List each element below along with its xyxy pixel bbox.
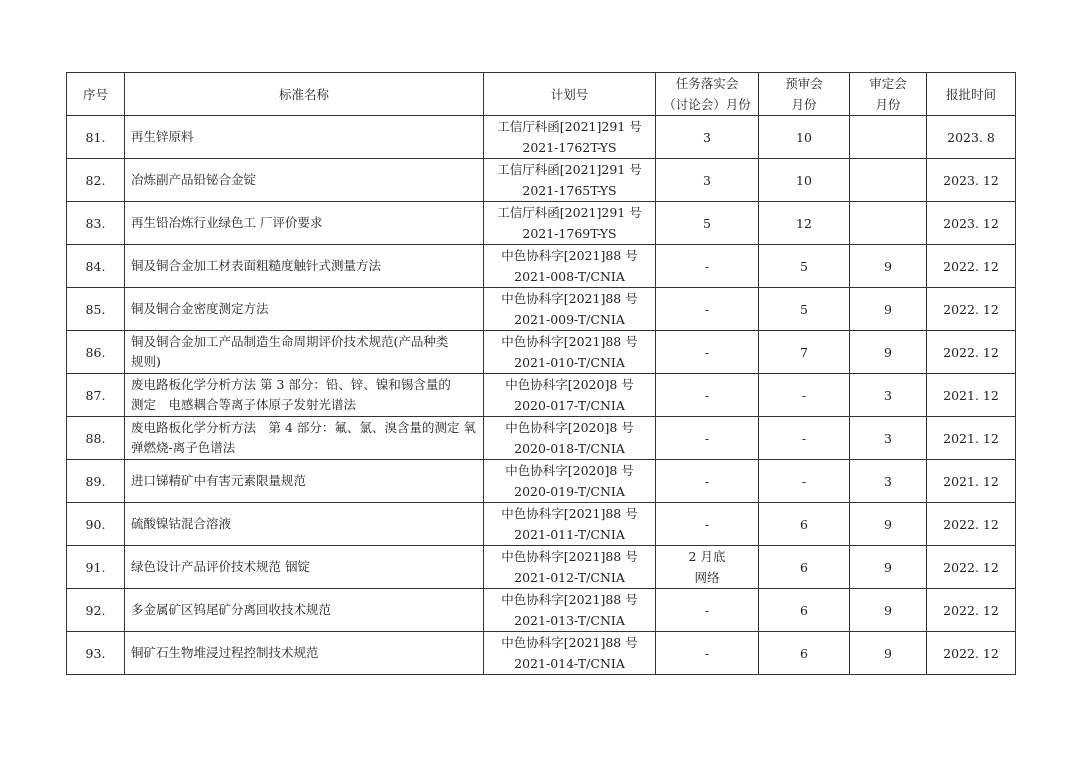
row-plan-number — [484, 331, 656, 374]
row-final-review-month — [850, 202, 927, 245]
standard-name-line: 再生铅冶炼行业绿色工 厂评价要求 — [131, 215, 323, 230]
table-row — [67, 202, 1016, 245]
task-meeting-value: - — [704, 602, 710, 618]
row-pre-review-month: 10 — [759, 116, 850, 159]
plan-document-number: 中色协科字[2021]88 号 — [501, 635, 638, 650]
plan-document-number: 中色协科字[2020]8 号 — [505, 463, 634, 478]
plan-project-code: 2021-008-T/CNIA — [514, 269, 625, 284]
row-task-meeting-month — [656, 374, 759, 417]
row-final-review-month: 9 — [850, 589, 927, 632]
header-task-line1: 任务落实会 — [675, 76, 739, 91]
row-standard-name — [125, 632, 484, 675]
row-report-time: 2021. 12 — [927, 460, 1016, 503]
plan-document-number: 中色协科字[2020]8 号 — [505, 420, 634, 435]
standard-name-line: 硫酸镍钴混合溶液 — [131, 516, 232, 531]
table-row — [67, 546, 1016, 589]
row-standard-name — [125, 159, 484, 202]
plan-project-code: 2020-018-T/CNIA — [514, 441, 625, 456]
row-task-meeting-month — [656, 546, 759, 589]
standard-name-line: 测定 电感耦合等离子体原子发射光谱法 — [131, 397, 357, 412]
row-standard-name — [125, 288, 484, 331]
row-seq: 81. — [67, 116, 125, 159]
header-pre-line1: 预审会 — [785, 76, 823, 91]
row-standard-name — [125, 245, 484, 288]
plan-document-number: 中色协科字[2021]88 号 — [501, 592, 638, 607]
row-report-time: 2022. 12 — [927, 331, 1016, 374]
row-pre-review-month: 6 — [759, 546, 850, 589]
row-task-meeting-month — [656, 632, 759, 675]
table-row — [67, 460, 1016, 503]
row-report-time: 2022. 12 — [927, 288, 1016, 331]
standard-name-line: 规则) — [131, 354, 161, 369]
row-standard-name — [125, 331, 484, 374]
row-pre-review-month: 10 — [759, 159, 850, 202]
standard-name-line: 铜及铜合金密度测定方法 — [131, 301, 269, 316]
task-meeting-value: 网络 — [694, 570, 720, 585]
header-plan: 计划号 — [484, 73, 656, 116]
standard-name-line: 铜及铜合金加工材表面粗糙度触针式测量方法 — [131, 258, 382, 273]
row-standard-name — [125, 202, 484, 245]
table-row — [67, 331, 1016, 374]
standard-name-line: 铜及铜合金加工产品制造生命周期评价技术规范(产品种类 — [131, 334, 449, 349]
table-row — [67, 589, 1016, 632]
header-seq: 序号 — [67, 73, 125, 116]
row-report-time: 2022. 12 — [927, 503, 1016, 546]
row-standard-name — [125, 417, 484, 460]
row-report-time: 2021. 12 — [927, 374, 1016, 417]
table-row — [67, 116, 1016, 159]
row-final-review-month: 9 — [850, 288, 927, 331]
table-row — [67, 288, 1016, 331]
header-task-line2: （讨论会）月份 — [663, 97, 751, 112]
plan-document-number: 工信厅科函[2021]291 号 — [497, 205, 642, 220]
row-seq: 83. — [67, 202, 125, 245]
row-report-time: 2022. 12 — [927, 546, 1016, 589]
row-standard-name — [125, 460, 484, 503]
standard-name-line: 弹燃烧-离子色谱法 — [131, 440, 236, 455]
header-task-meeting — [656, 73, 759, 116]
header-pre-review — [759, 73, 850, 116]
row-pre-review-month: 7 — [759, 331, 850, 374]
row-report-time: 2023. 12 — [927, 159, 1016, 202]
row-pre-review-month: 5 — [759, 288, 850, 331]
header-report-time: 报批时间 — [927, 73, 1016, 116]
row-pre-review-month: - — [759, 460, 850, 503]
row-plan-number — [484, 632, 656, 675]
standard-name-line: 废电路板化学分析方法 第 3 部分：铅、锌、镍和锡含量的 — [131, 377, 451, 392]
row-seq: 93. — [67, 632, 125, 675]
row-plan-number — [484, 374, 656, 417]
row-seq: 84. — [67, 245, 125, 288]
row-pre-review-month: 5 — [759, 245, 850, 288]
row-plan-number — [484, 202, 656, 245]
standard-name-line: 多金属矿区钨尾矿分离回收技术规范 — [131, 602, 332, 617]
row-seq: 87. — [67, 374, 125, 417]
row-task-meeting-month — [656, 460, 759, 503]
row-report-time: 2022. 12 — [927, 245, 1016, 288]
plan-project-code: 2021-009-T/CNIA — [514, 312, 625, 327]
task-meeting-value: - — [704, 645, 710, 661]
row-seq: 91. — [67, 546, 125, 589]
row-standard-name — [125, 116, 484, 159]
row-task-meeting-month — [656, 245, 759, 288]
task-meeting-value: 3 — [703, 129, 711, 145]
plan-document-number: 中色协科字[2021]88 号 — [501, 549, 638, 564]
row-plan-number — [484, 417, 656, 460]
header-final-line1: 审定会 — [869, 76, 907, 91]
row-plan-number — [484, 288, 656, 331]
standard-name-line: 铜矿石生物堆浸过程控制技术规范 — [131, 645, 319, 660]
row-standard-name — [125, 589, 484, 632]
task-meeting-value: 5 — [703, 215, 711, 231]
task-meeting-value: - — [704, 301, 710, 317]
row-seq: 90. — [67, 503, 125, 546]
plan-project-code: 2021-1762T-YS — [522, 140, 617, 155]
plan-project-code: 2021-013-T/CNIA — [514, 613, 625, 628]
standard-name-line: 再生锌原料 — [131, 129, 194, 144]
row-task-meeting-month — [656, 116, 759, 159]
plan-project-code: 2020-017-T/CNIA — [514, 398, 625, 413]
plan-project-code: 2021-014-T/CNIA — [514, 656, 625, 671]
row-seq: 82. — [67, 159, 125, 202]
row-task-meeting-month — [656, 202, 759, 245]
row-plan-number — [484, 460, 656, 503]
row-plan-number — [484, 116, 656, 159]
row-seq: 86. — [67, 331, 125, 374]
row-report-time: 2022. 12 — [927, 589, 1016, 632]
table-row — [67, 245, 1016, 288]
plan-document-number: 中色协科字[2021]88 号 — [501, 248, 638, 263]
row-standard-name — [125, 546, 484, 589]
task-meeting-value: - — [704, 516, 710, 532]
standard-name-line: 绿色设计产品评价技术规范 铟锭 — [131, 559, 310, 574]
table-header-row — [67, 73, 1016, 116]
task-meeting-value: - — [704, 344, 710, 360]
table-row — [67, 159, 1016, 202]
plan-document-number: 工信厅科函[2021]291 号 — [497, 162, 642, 177]
table-row — [67, 417, 1016, 460]
plan-document-number: 工信厅科函[2021]291 号 — [497, 119, 642, 134]
table-row — [67, 374, 1016, 417]
row-final-review-month: 9 — [850, 632, 927, 675]
row-seq: 92. — [67, 589, 125, 632]
row-report-time: 2022. 12 — [927, 632, 1016, 675]
row-plan-number — [484, 589, 656, 632]
row-task-meeting-month — [656, 417, 759, 460]
row-final-review-month: 3 — [850, 417, 927, 460]
row-pre-review-month: 6 — [759, 632, 850, 675]
row-final-review-month — [850, 116, 927, 159]
row-task-meeting-month — [656, 589, 759, 632]
table-row — [67, 503, 1016, 546]
standard-name-line: 冶炼副产品铅铋合金锭 — [131, 172, 257, 187]
row-plan-number — [484, 503, 656, 546]
plan-project-code: 2021-1765T-YS — [522, 183, 617, 198]
row-standard-name — [125, 503, 484, 546]
plan-document-number: 中色协科字[2020]8 号 — [505, 377, 634, 392]
row-final-review-month: 9 — [850, 245, 927, 288]
row-task-meeting-month — [656, 288, 759, 331]
row-plan-number — [484, 245, 656, 288]
row-report-time: 2023. 12 — [927, 202, 1016, 245]
row-pre-review-month: 6 — [759, 589, 850, 632]
task-meeting-value: - — [704, 473, 710, 489]
header-final-line2: 月份 — [875, 97, 901, 112]
row-pre-review-month: - — [759, 374, 850, 417]
row-final-review-month: 9 — [850, 546, 927, 589]
standards-table — [66, 72, 1016, 675]
row-final-review-month: 3 — [850, 460, 927, 503]
plan-document-number: 中色协科字[2021]88 号 — [501, 506, 638, 521]
row-task-meeting-month — [656, 331, 759, 374]
table-row — [67, 632, 1016, 675]
task-meeting-value: 2 月底 — [688, 549, 726, 564]
row-task-meeting-month — [656, 159, 759, 202]
row-final-review-month — [850, 159, 927, 202]
row-pre-review-month: 12 — [759, 202, 850, 245]
row-standard-name — [125, 374, 484, 417]
row-plan-number — [484, 546, 656, 589]
task-meeting-value: - — [704, 258, 710, 274]
plan-document-number: 中色协科字[2021]88 号 — [501, 291, 638, 306]
plan-project-code: 2021-011-T/CNIA — [514, 527, 625, 542]
header-name: 标准名称 — [125, 73, 484, 116]
row-final-review-month: 3 — [850, 374, 927, 417]
row-final-review-month: 9 — [850, 503, 927, 546]
row-seq: 88. — [67, 417, 125, 460]
standard-name-line: 废电路板化学分析方法 第 4 部分：氟、氯、溴含量的测定 氧 — [131, 420, 476, 435]
row-report-time: 2023. 8 — [927, 116, 1016, 159]
table-body — [67, 116, 1016, 675]
row-task-meeting-month — [656, 503, 759, 546]
plan-project-code: 2021-1769T-YS — [522, 226, 617, 241]
row-pre-review-month: - — [759, 417, 850, 460]
row-pre-review-month: 6 — [759, 503, 850, 546]
header-final-review — [850, 73, 927, 116]
header-pre-line2: 月份 — [791, 97, 817, 112]
plan-project-code: 2021-010-T/CNIA — [514, 355, 625, 370]
task-meeting-value: 3 — [703, 172, 711, 188]
row-final-review-month: 9 — [850, 331, 927, 374]
standard-name-line: 进口锑精矿中有害元素限量规范 — [131, 473, 307, 488]
row-plan-number — [484, 159, 656, 202]
plan-document-number: 中色协科字[2021]88 号 — [501, 334, 638, 349]
row-seq: 89. — [67, 460, 125, 503]
plan-project-code: 2020-019-T/CNIA — [514, 484, 625, 499]
task-meeting-value: - — [704, 387, 710, 403]
task-meeting-value: - — [704, 430, 710, 446]
plan-project-code: 2021-012-T/CNIA — [514, 570, 625, 585]
row-seq: 85. — [67, 288, 125, 331]
row-report-time: 2021. 12 — [927, 417, 1016, 460]
